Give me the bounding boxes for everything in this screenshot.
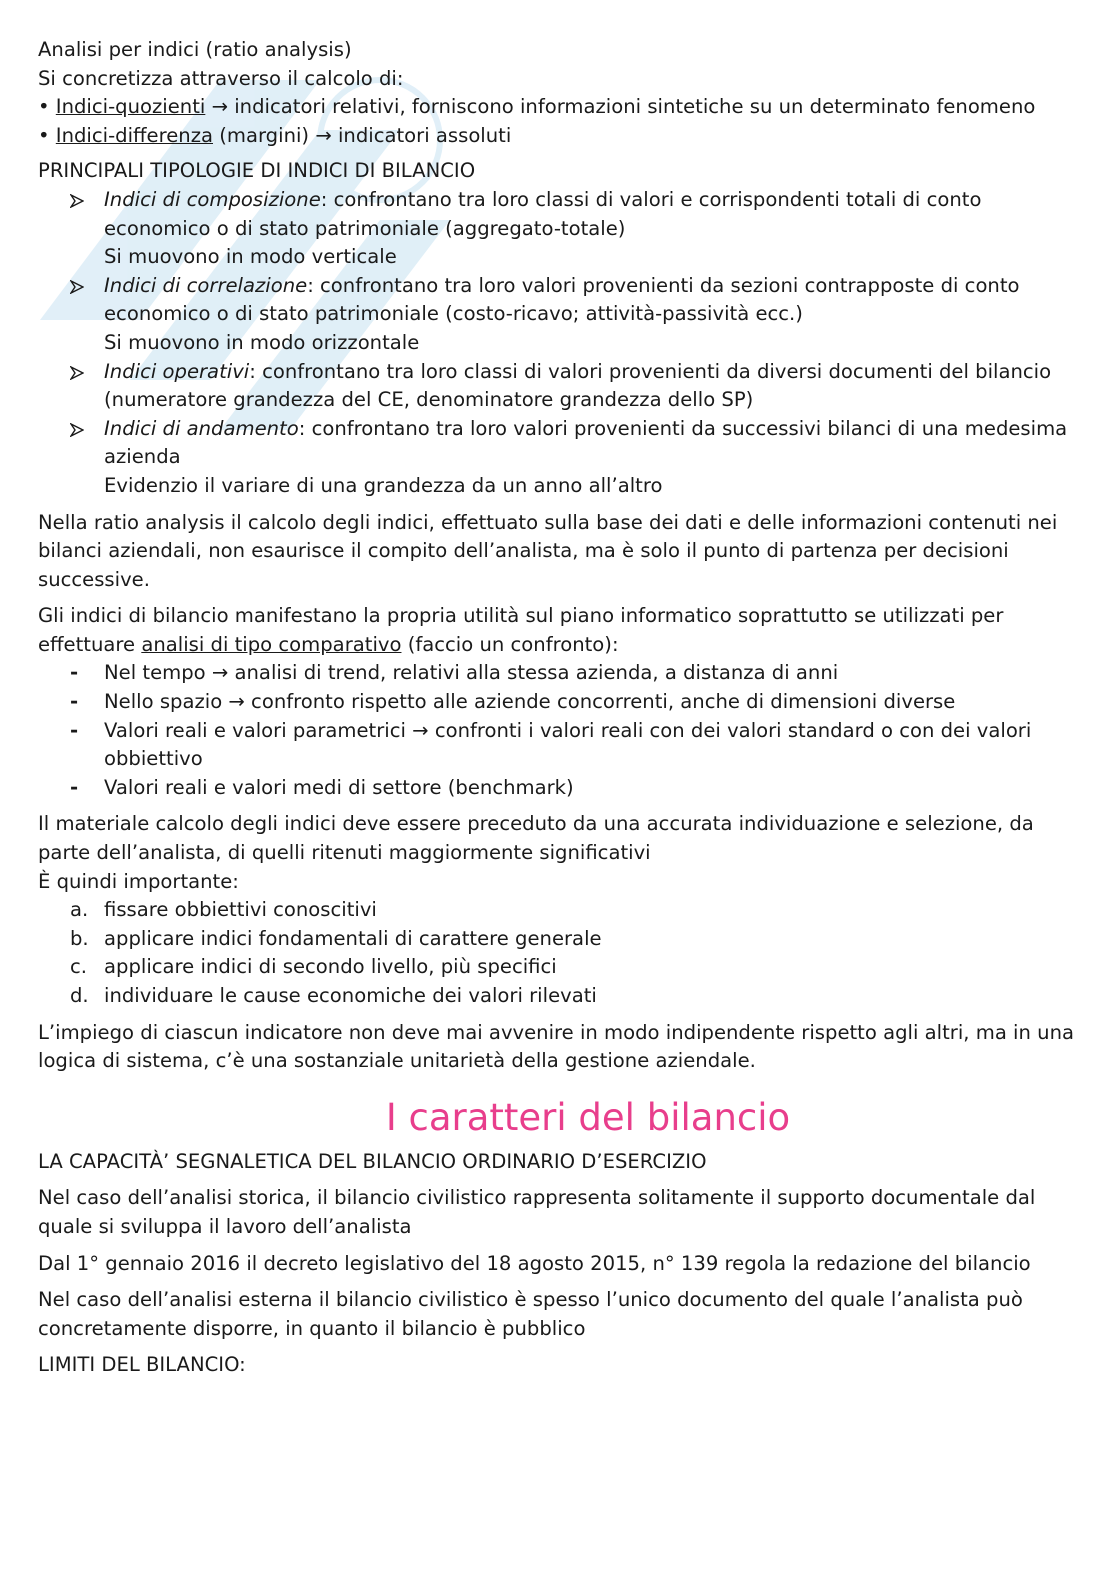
list-item xyxy=(38,659,1078,688)
arrowhead-bullet-icon xyxy=(70,272,96,294)
materiale-item: applicare indici fondamentali di carattere generale xyxy=(104,926,602,950)
capacita-heading: LA CAPACITÀ’ SEGNALETICA DEL BILANCIO ORDINARIO D’ESERCIZIO xyxy=(38,1149,707,1173)
dash-bullet: - xyxy=(70,661,79,685)
list-item xyxy=(38,717,1078,774)
arrow: → xyxy=(315,123,332,147)
materiale-item: fissare obbiettivi conoscitivi xyxy=(104,898,377,922)
quozienti-term: Indici-quozienti xyxy=(55,95,206,119)
list-item xyxy=(38,358,1078,415)
para-ratio: Nella ratio analysis il calcolo degli indici, effettuato sulla base dei dati e delle informazioni contenuti nei bilanci aziendali, non esaurisce il compito dell’analista, ma è solo il punto di partenza per decisioni successive. xyxy=(38,510,1058,591)
tipologia-term: Indici di composizione xyxy=(104,187,321,211)
section-heading-caratteri: I caratteri del bilancio xyxy=(385,1095,791,1139)
tipologie-list xyxy=(38,186,1078,501)
quozienti-desc: indicatori relativi, forniscono informazioni sintetiche su un determinato fenomeno xyxy=(234,95,1036,119)
list-item xyxy=(38,953,1078,982)
tipologia-term: Indici operativi xyxy=(104,359,250,383)
intro-title: Analisi per indici (ratio analysis) xyxy=(38,38,352,61)
arrowhead-bullet-icon xyxy=(70,186,96,208)
list-item xyxy=(38,925,1078,954)
dash-bullet: - xyxy=(70,690,79,714)
list-marker: c. xyxy=(70,955,88,979)
tipologia-extra: Si muovono in modo verticale xyxy=(104,245,397,269)
materiale-list xyxy=(38,896,1078,1010)
bullet: • xyxy=(38,123,50,147)
list-item xyxy=(38,186,1078,272)
comparativo-item: Valori reali e valori medi di settore (benchmark) xyxy=(104,775,574,799)
tipologia-term: Indici di andamento xyxy=(104,416,299,440)
materiale-important: È quindi importante: xyxy=(38,869,239,893)
comparativo-text-before: Gli indici di bilancio manifestano la propria utilità sul piano informatico soprattutto se utilizzati per effettuare xyxy=(38,604,1004,656)
para-storica: Nel caso dell’analisi storica, il bilancio civilistico rappresenta solitamente il supporto documentale dal quale si sviluppa il lavoro dell’analista xyxy=(38,1186,1036,1238)
list-marker: d. xyxy=(70,984,89,1007)
list-item xyxy=(38,982,1078,1011)
differenza-mid: (margini) xyxy=(219,123,310,147)
differenza-desc: indicatori assoluti xyxy=(337,123,512,147)
para-esterna: Nel caso dell’analisi esterna il bilancio civilistico è spesso l’unico documento del quale l’analista può concretamente disporre, in quanto il bilancio è pubblico xyxy=(38,1288,1023,1340)
comparativo-item: Nello spazio → confronto rispetto alle aziende concorrenti, anche di dimensioni diverse xyxy=(104,690,956,714)
list-item xyxy=(38,688,1078,717)
materiale-item: applicare indici di secondo livello, più specifici xyxy=(104,955,557,979)
materiale-item: individuare le cause economiche dei valori rilevati xyxy=(104,984,597,1007)
list-marker: a. xyxy=(70,898,89,922)
limiti-heading: LIMITI DEL BILANCIO: xyxy=(38,1353,246,1377)
list-item xyxy=(38,272,1078,358)
comparativo-text-after: (faccio un confronto): xyxy=(401,632,619,656)
intro-calc-line: Si concretizza attraverso il calcolo di: xyxy=(38,66,404,90)
list-marker: b. xyxy=(70,926,89,950)
para-impiego: L’impiego di ciascun indicatore non deve mai avvenire in modo indipendente rispetto agli altri, ma in una logica di sistema, c’è una sostanziale unitarietà della gestione aziendale. xyxy=(38,1020,1074,1073)
comparativo-item: Valori reali e valori parametrici → confronti i valori reali con dei valori standard o con dei valori obbiettivo xyxy=(104,718,1032,771)
para-decreto: Dal 1° gennaio 2016 il decreto legislativo del 18 agosto 2015, n° 139 regola la redazione del bilancio xyxy=(38,1251,1031,1275)
differenza-term: Indici-differenza xyxy=(55,123,213,147)
list-item xyxy=(38,896,1078,925)
para-comparativo xyxy=(38,602,1078,659)
arrowhead-bullet-icon xyxy=(70,415,96,437)
tipologie-heading: PRINCIPALI TIPOLOGIE DI INDICI DI BILANCIO xyxy=(38,159,476,183)
intro-differenza-line xyxy=(38,122,1078,151)
comparativo-list xyxy=(38,659,1078,802)
tipologia-term: Indici di correlazione xyxy=(104,273,308,297)
list-item xyxy=(38,774,1078,803)
dash-bullet: - xyxy=(70,718,79,742)
tipologia-text: : confrontano tra loro valori provenienti da sezioni contrapposte di conto economico o di stato patrimoniale (costo-ricavo; attività-passività ecc.) xyxy=(104,273,1020,326)
tipologia-text: : confrontano tra loro classi di valori provenienti da diversi documenti del bilancio (numeratore grandezza del CE, denominatore grandezza dello SP) xyxy=(104,359,1052,412)
intro-quozienti-line xyxy=(38,93,1078,122)
list-item xyxy=(38,415,1078,501)
tipologia-text: : confrontano tra loro classi di valori e corrispondenti totali di conto economico o di stato patrimoniale (aggregato-totale) xyxy=(104,187,982,240)
para-materiale: Il materiale calcolo degli indici deve essere preceduto da una accurata individuazione e selezione, da parte dell’analista, di quelli ritenuti maggiormente significativi xyxy=(38,812,1034,865)
arrowhead-bullet-icon xyxy=(70,358,96,380)
bullet: • xyxy=(38,95,50,119)
tipologia-text: : confrontano tra loro valori provenienti da successivi bilanci di una medesima azienda xyxy=(104,416,1068,469)
comparativo-underlined: analisi di tipo comparativo xyxy=(141,632,402,656)
tipologia-extra: Evidenzio il variare di una grandezza da un anno all’altro xyxy=(104,473,663,497)
dash-bullet: - xyxy=(70,775,79,799)
comparativo-item: Nel tempo → analisi di trend, relativi alla stessa azienda, a distanza di anni xyxy=(104,661,839,685)
arrow: → xyxy=(211,95,228,119)
tipologia-extra: Si muovono in modo orizzontale xyxy=(104,330,420,354)
